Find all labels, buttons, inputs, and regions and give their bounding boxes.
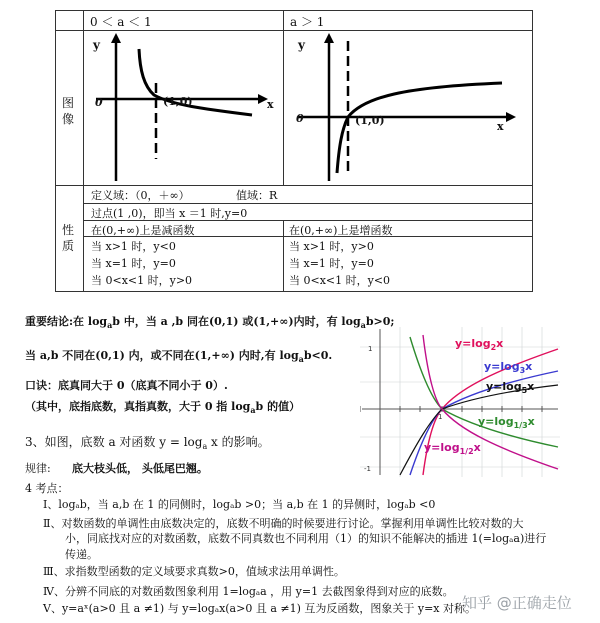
header-left: 0 ＜ a ＜ 1 bbox=[90, 15, 152, 29]
conclusion-line-1: 重要结论:在 $\log_ab$ 中，当 a ,b 同在(0,1) 或(1,+∞)内时，有 $\log_ab>0$; bbox=[25, 315, 395, 330]
right-graph-point: (1,0) bbox=[355, 114, 385, 127]
left-graph-y-label: y bbox=[93, 38, 100, 52]
mnemonic: 口诀：底真同大于 0（底真不同小于 0）. bbox=[25, 379, 228, 392]
kaodian-item-3: Ⅲ、求指数型函数的定义域要求真数>0，值域求法用单调性。 bbox=[43, 565, 345, 578]
question-3: 3、如图，底数 a 对函数 $y = \log_a x$ 的影响。 bbox=[25, 435, 270, 451]
right-monotonic: 在(0,+∞)上是增函数 bbox=[289, 224, 393, 237]
range-text: 值域：R bbox=[236, 189, 278, 202]
left-graph-point: (1,0) bbox=[163, 95, 193, 108]
label-log2: $y=\log_2x$ bbox=[455, 337, 504, 352]
kaodian-item-1: Ⅰ、logₐb，当 a,b 在 1 的同侧时，logₐb >0；当 a,b 在 1 的异侧时，logₐb <0 bbox=[43, 498, 436, 511]
x-tick-1: 1 bbox=[438, 413, 443, 421]
y-tick-neg1: -1 bbox=[364, 465, 371, 473]
row-label-graph: 图像 bbox=[62, 96, 75, 126]
y-tick-1: 1 bbox=[368, 345, 373, 353]
rule-label: 规律: bbox=[25, 462, 51, 475]
right-graph-origin: 0 bbox=[296, 112, 304, 125]
domain-text: 定义域：（0，＋∞） bbox=[91, 189, 190, 202]
kaodian-item-2c: 传递。 bbox=[65, 548, 98, 561]
watermark: 知乎 @正确走位 bbox=[462, 594, 572, 612]
label-log3: $y=\log_3x$ bbox=[484, 360, 533, 375]
kaodian-title: 4 考点： bbox=[25, 482, 69, 495]
label-log1-3: $y=\log_{1/3}x$ bbox=[478, 415, 535, 430]
header-right: a ＞ 1 bbox=[290, 15, 325, 29]
right-graph-x-label: x bbox=[497, 120, 504, 133]
row-label-properties: 性质 bbox=[62, 223, 75, 253]
graph-increasing bbox=[284, 31, 532, 185]
label-log1-2: $y=\log_{1/2}x$ bbox=[424, 441, 481, 456]
kaodian-item-2: Ⅱ、对数函数的单调性由底数决定的，底数不明确的时候要进行讨论。掌握利用单调性比较对数的大 bbox=[43, 517, 524, 530]
rule-text: 底大枝头低， 头低尾巴翘。 bbox=[72, 462, 208, 475]
conclusion-line-2: 当 a,b 不同在(0,1) 内，或不同在(1,+∞) 内时,有 $\log_ab<0$. bbox=[25, 349, 333, 364]
left-graph-origin: 0 bbox=[95, 96, 103, 109]
curve-log5 bbox=[400, 385, 558, 475]
left-graph-x-label: x bbox=[267, 98, 274, 111]
kaodian-item-4: Ⅳ、分辨不同底的对数函数图象利用 1=logₐa ，用 y=1 去截图象得到对应的底数。 bbox=[43, 585, 454, 598]
kaodian-item-2b: 小，同底找对应的对数函数，底数不同真数也不同利用（1）的知识不能解决的插进 1(=logₐa)进行 bbox=[65, 532, 547, 545]
left-monotonic: 在(0,+∞)上是减函数 bbox=[91, 224, 195, 237]
left-cases: 当 x>1 时，y<0 当 x=1 时，y=0 当 0<x<1 时，y>0 bbox=[91, 240, 193, 287]
right-cases: 当 x>1 时，y>0 当 x=1 时，y=0 当 0<x<1 时，y<0 bbox=[289, 240, 391, 287]
mnemonic-note: （其中，底指底数，真指真数，大于 0 指 $\log_ab$ 的值） bbox=[25, 400, 301, 415]
kaodian-item-5: Ⅴ、y=aˣ(a>0 且 a ≠1) 与 y=logₐx(a>0 且 a ≠1) 互为反函数，图象关于 y=x 对称。 bbox=[43, 602, 477, 615]
pass-point-text: 过点(1 ,0)，即当 x ＝1 时,y=0 bbox=[91, 207, 248, 220]
right-graph-y-label: y bbox=[298, 38, 305, 52]
label-log5: $y=\log_5x$ bbox=[486, 380, 535, 395]
graph-decreasing bbox=[84, 31, 283, 185]
